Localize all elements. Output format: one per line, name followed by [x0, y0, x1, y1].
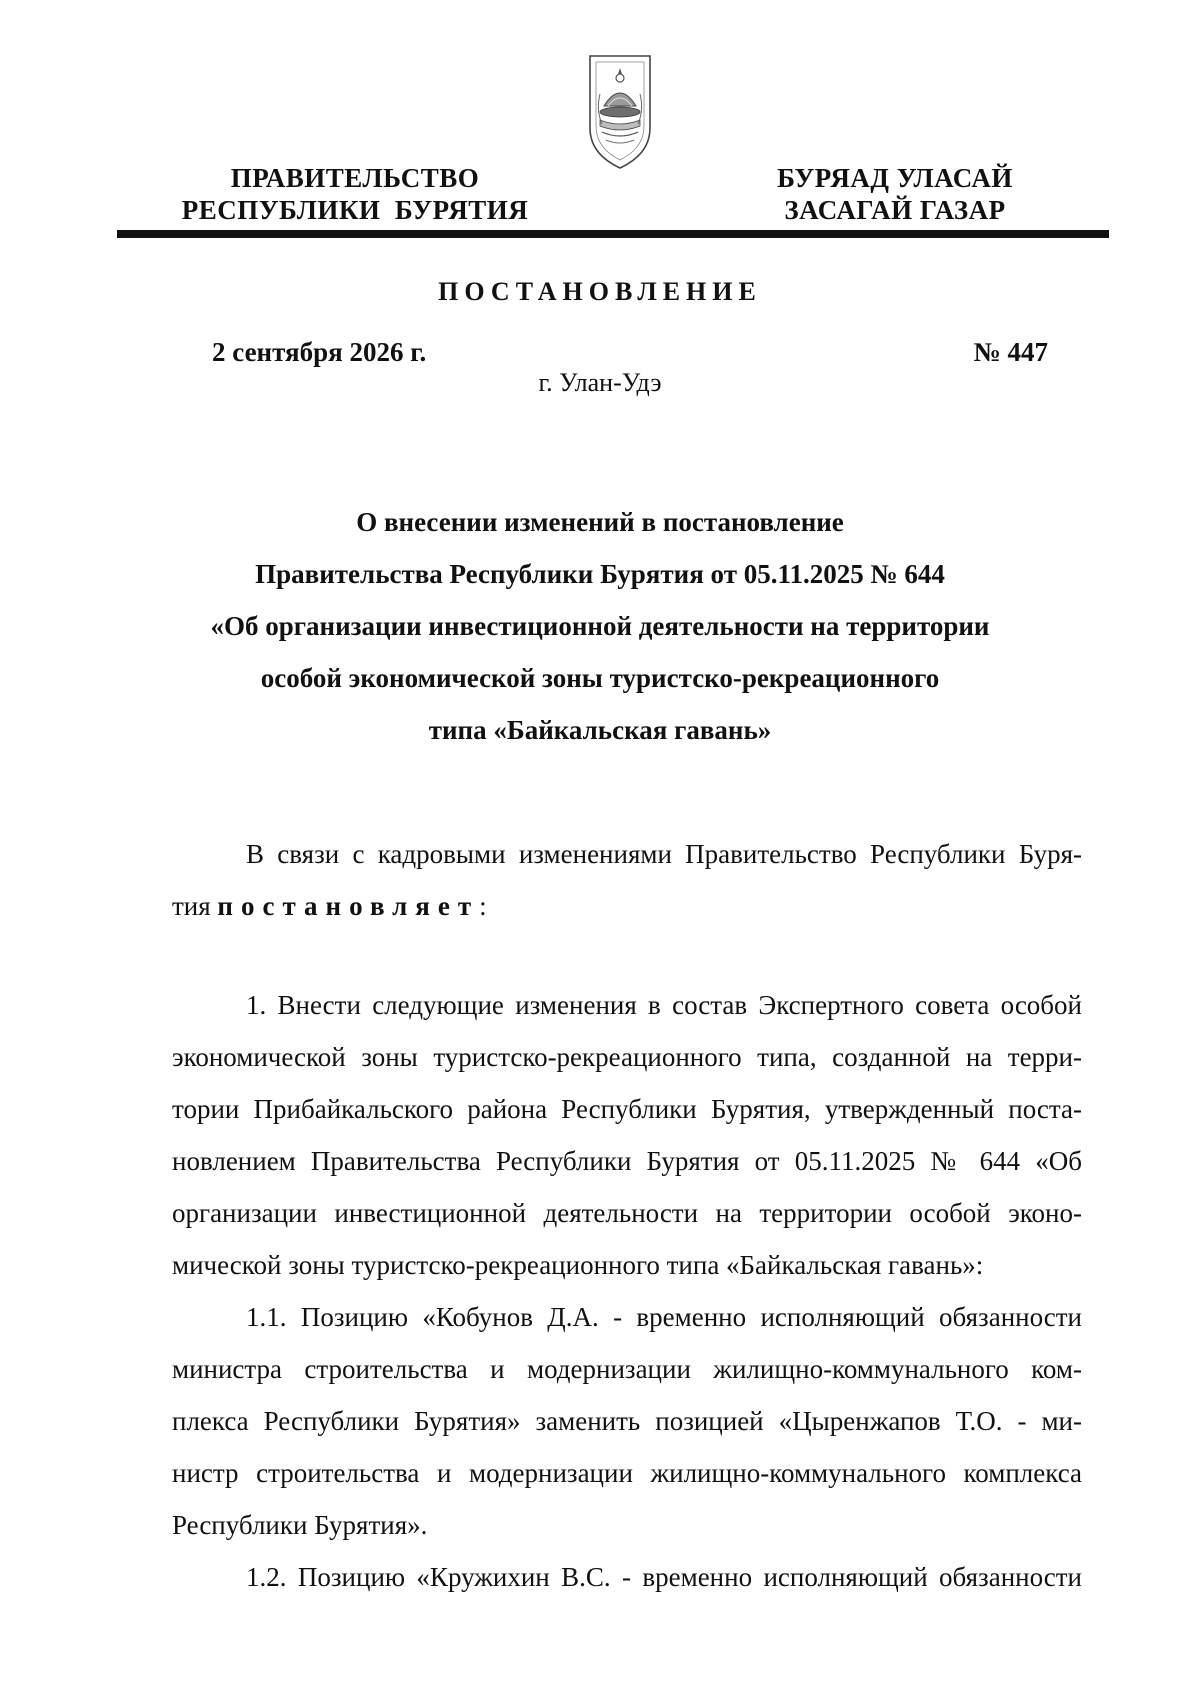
resolves-keyword: постановляет	[217, 891, 480, 921]
title-line: «Об организации инвестиционной деятельности на территории	[210, 611, 990, 641]
government-name-buryat-line-1: БУРЯАД УЛАСАЙ	[777, 163, 1013, 193]
title-line: типа «Байкальская гавань»	[428, 715, 772, 745]
text-fragment: :	[479, 891, 487, 921]
coat-of-arms-icon	[586, 50, 654, 172]
government-name-buryat	[745, 162, 1045, 226]
title-line: О внесении изменений в постановление	[356, 507, 844, 537]
text-line: 1.2. Позицию «Кружихин В.С. - временно исполняющий обязанности	[246, 1562, 1082, 1592]
text-line: нистр строительства и модернизации жилищно-коммунального комплекса	[172, 1458, 1082, 1488]
text-line: организации инвестиционной деятельности на территории особой эконо-	[172, 1198, 1082, 1228]
text-line	[172, 880, 1082, 932]
document-city: г. Улан-Удэ	[538, 368, 662, 397]
government-name-line-1: ПРАВИТЕЛЬСТВО	[230, 163, 480, 193]
header-divider	[117, 230, 1109, 238]
government-name-buryat-line-2: ЗАСАГАЙ ГАЗАР	[784, 195, 1006, 225]
text-line: 1. Внести следующие изменения в состав Экспертного совета особой	[246, 990, 1082, 1020]
text-line: 1.1. Позицию «Кобунов Д.А. - временно исполняющий обязанности	[246, 1302, 1082, 1332]
document-type: ПОСТАНОВЛЕНИЕ	[438, 277, 762, 306]
text-fragment: тия	[172, 891, 218, 921]
text-line: плекса Республики Бурятия» заменить позицией «Цыренжапов Т.О. - ми-	[172, 1406, 1082, 1436]
text-line: В связи с кадровыми изменениями Правительство Республики Буря-	[246, 839, 1082, 869]
government-name-russian	[160, 162, 550, 226]
government-name-line-2: РЕСПУБЛИКИ БУРЯТИЯ	[181, 195, 529, 225]
text-line: тории Прибайкальского района Республики Бурятия, утвержденный поста-	[172, 1094, 1082, 1124]
document-title	[0, 496, 1200, 756]
preamble-paragraph	[172, 828, 1082, 932]
text-line: новлением Правительства Республики Бурятия от 05.11.2025 № 644 «Об	[172, 1146, 1082, 1176]
text-line: экономической зоны туристско-рекреационного типа, созданной на терри-	[172, 1042, 1082, 1072]
document-number: № 447	[973, 337, 1048, 367]
text-line: Республики Бурятия».	[172, 1510, 428, 1540]
document-date: 2 сентября 2026 г.	[212, 337, 427, 367]
title-line: Правительства Республики Бурятия от 05.11.2025 № 644	[255, 559, 945, 589]
resolution-body	[172, 979, 1082, 1603]
text-line: министра строительства и модернизации жилищно-коммунального ком-	[172, 1354, 1082, 1384]
title-line: особой экономической зоны туристско-рекреационного	[260, 663, 940, 693]
text-line: мической зоны туристско-рекреационного типа «Байкальская гавань»:	[172, 1250, 984, 1280]
